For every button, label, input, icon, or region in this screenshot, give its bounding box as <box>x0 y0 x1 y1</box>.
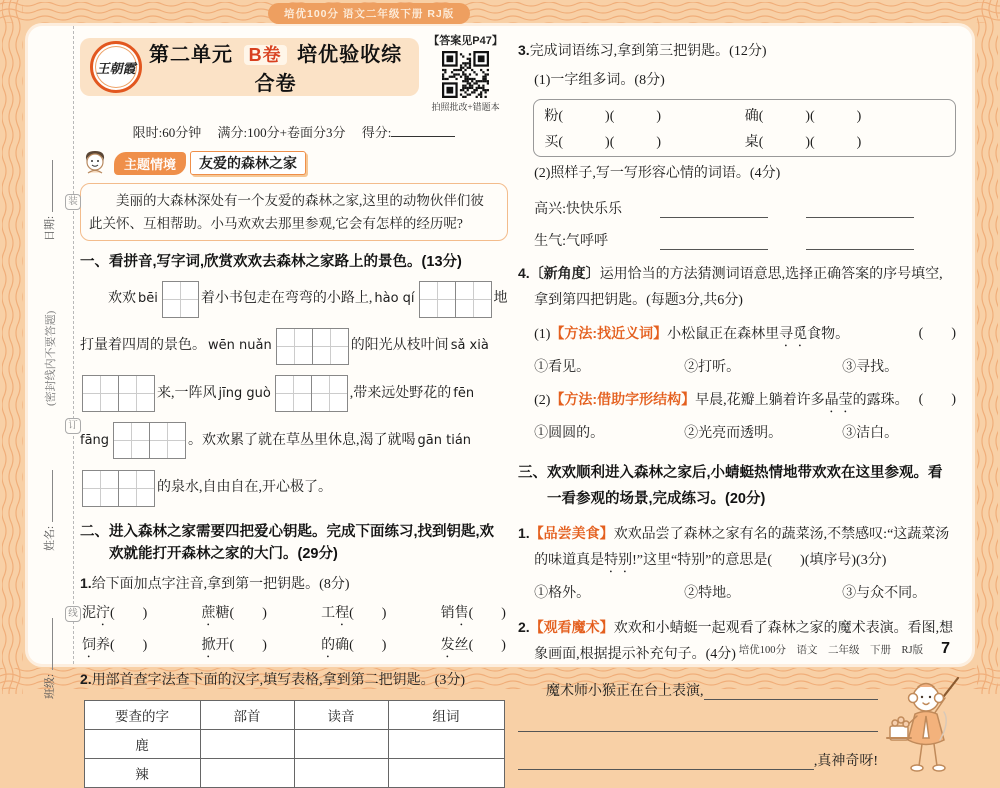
answer-cell[interactable] <box>388 730 504 759</box>
watch-magic-tag: 【观看魔术】 <box>529 619 614 635</box>
method-tag: 【方法:找近义词】 <box>550 325 668 341</box>
char-fen: 粉( )( ) <box>544 109 662 124</box>
option-3[interactable]: ③与众不同。 <box>842 586 927 601</box>
phonetic-words-row2 <box>80 634 508 661</box>
answer-cell[interactable] <box>388 759 504 788</box>
answer-paren[interactable]: ( ) <box>349 638 387 654</box>
qr-caption: 拍照批改+错题本 <box>431 102 500 112</box>
answer-paren[interactable]: ( ) <box>349 606 387 622</box>
writing-grid[interactable] <box>113 417 186 464</box>
question-2-4-1: (1)【方法:找近义词】小松鼠正在森林里寻觅食物。 ( ) <box>518 321 956 350</box>
option-2[interactable]: ②打听。 <box>684 360 741 375</box>
radical-lookup-table <box>84 700 505 788</box>
question-2-3-1: (1)一字组多词。(8分) <box>534 73 665 88</box>
new-angle-tag: 〔新角度〕 <box>529 265 600 281</box>
option-3[interactable]: ③寻找。 <box>842 360 899 375</box>
answer-cell[interactable] <box>200 730 294 759</box>
answer-blank[interactable] <box>660 236 768 250</box>
qr-code-icon <box>442 51 489 98</box>
section1-heading: 一、看拼音,写字词,欣赏欢欢去森林之家路上的景色。(13分) <box>80 254 462 270</box>
writing-grid[interactable] <box>275 370 348 417</box>
answer-paren[interactable]: ( )( ) <box>558 135 662 150</box>
word-siyang: 饲养( ) <box>82 638 148 654</box>
word-gongcheng: 工程( ) <box>321 606 387 622</box>
intro-line1: 美丽的大森林深处有一个友爱的森林之家,这里的动物伙伴们彼 <box>89 193 484 208</box>
exam-meta <box>80 122 508 141</box>
fill-sentence-lead: 魔术师小猴正在台上表演, <box>518 680 878 700</box>
class-label: 班级: <box>44 673 56 699</box>
seal-note: (密封线内不要答题) <box>45 310 57 406</box>
score-label: 得分: <box>361 125 392 140</box>
answer-blank[interactable] <box>660 204 768 218</box>
answer-paren[interactable]: ( ) <box>110 606 148 622</box>
name-blank[interactable] <box>43 470 53 522</box>
writing-grid[interactable] <box>276 323 349 370</box>
mood-word-example-happy: 高兴:快快乐乐 <box>518 198 956 218</box>
pinyin-haoqi: hào qí <box>374 291 415 306</box>
right-column <box>518 34 956 788</box>
date-blank[interactable] <box>43 160 53 212</box>
unit-label: 第二单元 <box>149 44 233 66</box>
section2-heading: 二、进入森林之家需要四把爱心钥匙。完成下面练习,找到钥匙,欢欢就能打开森林之家的大门。(29分) <box>80 524 495 563</box>
fill-sentence-middle <box>518 718 878 732</box>
exam-title <box>142 38 409 96</box>
binding-glyph-xian: 线 <box>65 606 81 622</box>
qr-area <box>423 32 508 113</box>
question-2-1: 1.给下面加点字注音,拿到第一把钥匙。(8分) <box>80 575 350 593</box>
class-blank[interactable] <box>43 618 53 670</box>
left-column <box>80 34 508 788</box>
pinyin-fenfang: fēn fāng <box>80 385 475 448</box>
option-1[interactable]: ①圆圆的。 <box>534 426 605 441</box>
question-3-2: 2.【观看魔术】欢欢和小蜻蜓一起观看了森林之家的魔术表演。看图,想象画面,根据提示补充句子。(4分) <box>518 619 954 662</box>
col-radical: 部首 <box>200 701 294 730</box>
fill-sentence-end: ,真神奇呀! <box>518 750 878 770</box>
section3-heading: 三、欢欢顺利进入森林之家后,小蜻蜓热情地带欢欢在这里参观。看一看参观的场景,完成练习。(20分) <box>518 465 943 507</box>
answer-paren[interactable]: ( ) <box>767 553 805 568</box>
options-2-4-2 <box>518 422 956 446</box>
table-header-row <box>84 701 504 730</box>
exam-header <box>80 35 508 113</box>
page-footer <box>739 640 950 658</box>
volume-badge: B卷 <box>244 45 287 65</box>
option-2[interactable]: ②特地。 <box>684 586 741 601</box>
question-2-3: 3.完成词语练习,拿到第三把钥匙。(12分) <box>518 42 767 59</box>
char-lu: 鹿 <box>84 730 200 759</box>
time-limit: 限时:60分钟 <box>132 125 202 140</box>
writing-grid[interactable] <box>162 275 199 322</box>
answer-blank[interactable] <box>806 236 914 250</box>
date-label: 日期: <box>44 215 56 241</box>
pinyin-wennuan: wēn nuǎn <box>208 338 272 354</box>
answer-blank[interactable] <box>806 204 914 218</box>
word-zhetang: 蔗糖( ) <box>201 606 267 622</box>
binding-glyph-ding: 订 <box>65 418 81 434</box>
answer-paren[interactable]: ( ) <box>468 606 506 622</box>
char-la: 辣 <box>84 759 200 788</box>
name-field[interactable] <box>41 421 57 551</box>
answer-cell[interactable] <box>200 759 294 788</box>
question-2-3-2: (2)照样子,写一写形容心情的词语。(4分) <box>534 166 781 181</box>
method-tag: 【方法:借助字形结构】 <box>550 391 696 407</box>
date-field[interactable] <box>41 111 57 241</box>
answer-blank[interactable] <box>518 756 814 770</box>
score-blank[interactable] <box>391 125 455 137</box>
pinyin-saxia: sǎ xià <box>450 338 489 354</box>
class-field[interactable] <box>41 569 57 699</box>
theme-badge: 主题情境 <box>114 152 186 175</box>
answer-paren[interactable]: ( ) <box>468 638 506 654</box>
name-label: 姓名: <box>44 525 56 551</box>
col-word: 组词 <box>388 701 504 730</box>
pinyin-paragraph: 欢欢 bēi 着小书包走在弯弯的小路上, hào qí 地打量着四周的景色。 wēn nuǎn 的阳光从枝叶间 sǎ xià来,一阵风 jīng guò ,带来远处野花的 fēn fāng 。欢欢累了就在草丛里休息,渴了就喝 gān tián的泉水,自由自在,开心极了。 <box>80 275 508 511</box>
exam-title-box <box>80 38 419 96</box>
answer-reference: 【答案见P47】 <box>428 35 503 47</box>
theme-intro-box <box>80 183 508 241</box>
answer-paren[interactable]: ( )( ) <box>758 109 862 124</box>
intro-line2: 此关怀、互相帮助。小马欢欢去那里参观,它会有怎样的经历呢? <box>89 216 463 231</box>
answer-paren[interactable]: ( ) <box>229 606 267 622</box>
word-building-box <box>533 99 956 157</box>
exam-name: 培优验收综合卷 <box>254 44 403 95</box>
word-xiaoshou: 销售( ) <box>440 606 506 622</box>
full-score: 满分:100分+卷面分3分 <box>217 125 346 140</box>
answer-blank[interactable] <box>704 686 879 700</box>
table-row <box>84 730 504 759</box>
question-3-1: 1.【品尝美食】欢欢品尝了森林之家有名的蔬菜汤,不禁感叹:“这蔬菜汤的味道真是特别!”这里“特别”的意思是( )(填序号)(3分) <box>518 525 950 568</box>
answer-cell[interactable] <box>294 759 388 788</box>
question-2-2: 2.用部首查字法查下面的汉字,填写表格,拿到第二把钥匙。(3分) <box>80 671 466 689</box>
footer-text: 培优100分 语文 二年级 下册 RJ版 <box>738 645 924 656</box>
pinyin-bei: bēi <box>138 291 158 306</box>
answer-paren[interactable]: ( )( ) <box>758 135 862 150</box>
char-mai: 买( )( ) <box>544 135 662 150</box>
options-2-4-1 <box>518 356 956 380</box>
char-zhuo: 桌( )( ) <box>744 135 862 150</box>
col-char: 要查的字 <box>84 701 200 730</box>
mood-word-example-angry: 生气:气呼呼 <box>518 230 956 250</box>
theme-row <box>80 149 508 177</box>
answer-paren[interactable]: ( ) <box>918 326 956 341</box>
option-3[interactable]: ③洁白。 <box>842 426 899 441</box>
pinyin-jingguo: jīng guò <box>218 385 271 401</box>
answer-cell[interactable] <box>294 730 388 759</box>
top-banner: 培优100分 语文二年级下册 RJ版 <box>268 3 470 24</box>
binding-glyph-zhuang: 装 <box>65 194 81 210</box>
pinyin-gantian: gān tián <box>417 432 472 448</box>
answer-paren[interactable]: ( ) <box>110 638 148 654</box>
binding-sidebar <box>28 26 78 699</box>
taste-food-tag: 【品尝美食】 <box>529 525 614 541</box>
option-2[interactable]: ②光亮而透明。 <box>684 426 783 441</box>
phonetic-words-row1 <box>80 602 508 629</box>
word-fasi: 发丝( ) <box>440 638 506 654</box>
answer-paren[interactable]: ( ) <box>229 638 267 654</box>
option-1[interactable]: ①看见。 <box>534 360 591 375</box>
answer-paren[interactable]: ( ) <box>918 392 956 407</box>
writing-grid[interactable] <box>419 275 492 322</box>
table-row <box>84 759 504 788</box>
col-pronunciation: 读音 <box>294 701 388 730</box>
word-xiankai: 掀开( ) <box>201 638 267 654</box>
answer-blank[interactable] <box>518 718 878 732</box>
char-que: 确( )( ) <box>744 109 862 124</box>
theme-title: 友爱的森林之家 <box>190 151 306 175</box>
options-3-1 <box>518 582 956 606</box>
publisher-logo: 王朝霞 <box>90 41 142 93</box>
writing-grid[interactable] <box>82 370 155 417</box>
worksheet-page <box>28 26 972 783</box>
question-2-4: 4.〔新角度〕运用恰当的方法猜测词语意思,选择正确答案的序号填空,拿到第四把钥匙。(每题3分,共6分) <box>518 265 943 308</box>
page-number: 7 <box>941 640 950 657</box>
question-2-4-2: (2)【方法:借助字形结构】早晨,花瓣上躺着许多晶莹的露珠。 ( ) <box>518 387 956 416</box>
answer-paren[interactable]: ( )( ) <box>558 109 662 124</box>
option-1[interactable]: ①格外。 <box>534 586 591 601</box>
monkey-magician-illustration <box>882 674 962 778</box>
word-nining: 泥泞( ) <box>82 606 148 622</box>
student-avatar-icon <box>80 149 110 177</box>
word-dique: 的确( ) <box>321 638 387 654</box>
writing-grid[interactable] <box>82 464 155 511</box>
